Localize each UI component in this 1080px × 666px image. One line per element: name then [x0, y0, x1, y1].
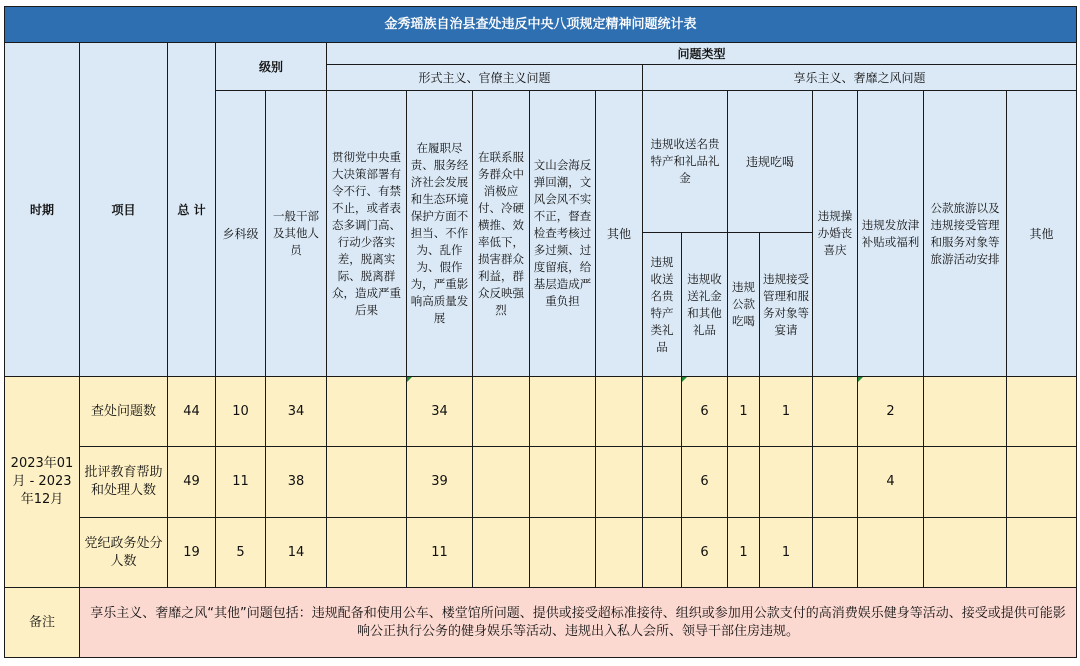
- cell-township: 5: [216, 518, 266, 588]
- period-header: 时期: [5, 43, 80, 377]
- table-row: [5, 518, 1077, 588]
- wedding-header: 违规操办婚丧喜庆: [813, 91, 858, 377]
- statistics-table: [4, 6, 1077, 658]
- level-township-header: 乡科级: [216, 91, 266, 377]
- hedonism-group-header: 享乐主义、奢靡之风问题: [643, 65, 1077, 91]
- cell-township: 10: [216, 377, 266, 447]
- cell-gifts-b: 6: [682, 377, 728, 447]
- cell-wedding: [813, 447, 858, 518]
- cell-other: [1007, 447, 1077, 518]
- cell-dining-a: 1: [728, 377, 760, 447]
- cell-dining-a: 1: [728, 518, 760, 588]
- formalism-col-4-header: 文山会海反弹回潮，文风会风不实不正，督查检查考核过多过频、过度留痕，给基层造成严重负担: [530, 91, 596, 377]
- cell-dining-a: [728, 447, 760, 518]
- gifts-header: 违规收送名贵特产和礼品礼金: [643, 91, 728, 233]
- note-row: [5, 588, 1077, 658]
- cell-f2: 39: [407, 447, 473, 518]
- cell-f3: [473, 377, 530, 447]
- cell-total: 19: [168, 518, 216, 588]
- cell-township: 11: [216, 447, 266, 518]
- cell-gifts-b: 6: [682, 518, 728, 588]
- cell-travel: [924, 518, 1007, 588]
- cell-f5: [596, 447, 643, 518]
- row-label: 批评教育帮助和处理人数: [80, 447, 168, 518]
- row-label: 党纪政务处分人数: [80, 518, 168, 588]
- formalism-group-header: 形式主义、官僚主义问题: [327, 65, 643, 91]
- cell-subsidy: [858, 518, 924, 588]
- note-text: 享乐主义、奢靡之风“其他”问题包括：违规配备和使用公车、楼堂馆所问题、提供或接受超标准接待、组织或参加用公款支付的高消费娱乐健身等活动、接受或提供可能影响公正执行公务的健身娱乐等活动、违规出入私人会所、领导干部住房违规。: [80, 588, 1077, 658]
- cell-f2: 11: [407, 518, 473, 588]
- dining-public-funds-header: 违规公款吃喝: [728, 233, 760, 377]
- cell-travel: [924, 447, 1007, 518]
- cell-gifts-a: [643, 447, 682, 518]
- travel-header: 公款旅游以及违规接受管理和服务对象等旅游活动安排: [924, 91, 1007, 377]
- subsidy-header: 违规发放津补贴或福利: [858, 91, 924, 377]
- row-label: 查处问题数: [80, 377, 168, 447]
- formalism-col-1-header: 贯彻党中央重大决策部署有令不行、有禁不止，或者表态多调门高、行动少落实差，脱离实际、脱离群众，造成严重后果: [327, 91, 407, 377]
- cell-total: 44: [168, 377, 216, 447]
- cell-general: 34: [266, 377, 327, 447]
- cell-travel: [924, 377, 1007, 447]
- cell-f3: [473, 447, 530, 518]
- cell-gifts-a: [643, 377, 682, 447]
- level-header: 级别: [216, 43, 327, 91]
- cell-subsidy: 4: [858, 447, 924, 518]
- cell-wedding: [813, 518, 858, 588]
- table-title: 金秀瑶族自治县查处违反中央八项规定精神问题统计表: [5, 7, 1077, 43]
- hedonism-other-header: 其他: [1007, 91, 1077, 377]
- cell-gifts-a: [643, 518, 682, 588]
- cell-gifts-b: 6: [682, 447, 728, 518]
- formalism-other-header: 其他: [596, 91, 643, 377]
- problem-type-header: 问题类型: [327, 43, 1077, 65]
- formalism-col-2-header: 在履职尽责、服务经济社会发展和生态环境保护方面不担当、不作为、乱作为、假作为，严重影响高质量发展: [407, 91, 473, 377]
- cell-dining-b: 1: [760, 518, 813, 588]
- formalism-col-3-header: 在联系服务群众中消极应付、冷硬横推、效率低下，损害群众利益，群众反映强烈: [473, 91, 530, 377]
- table-row: [5, 377, 1077, 447]
- cell-f3: [473, 518, 530, 588]
- gifts-money-header: 违规收送礼金和其他礼品: [682, 233, 728, 377]
- cell-f1: [327, 377, 407, 447]
- gifts-specialty-header: 违规收送名贵特产类礼品: [643, 233, 682, 377]
- cell-wedding: [813, 377, 858, 447]
- cell-general: 14: [266, 518, 327, 588]
- table-row: [5, 447, 1077, 518]
- cell-f5: [596, 518, 643, 588]
- dining-banquet-header: 违规接受管理和服务对象等宴请: [760, 233, 813, 377]
- cell-general: 38: [266, 447, 327, 518]
- cell-f4: [530, 377, 596, 447]
- cell-total: 49: [168, 447, 216, 518]
- cell-f4: [530, 518, 596, 588]
- total-header: 总 计: [168, 43, 216, 377]
- note-label: 备注: [5, 588, 80, 658]
- cell-other: [1007, 518, 1077, 588]
- cell-f4: [530, 447, 596, 518]
- cell-f2: 34: [407, 377, 473, 447]
- dining-header: 违规吃喝: [728, 91, 813, 233]
- cell-f1: [327, 518, 407, 588]
- cell-dining-b: [760, 447, 813, 518]
- cell-subsidy: 2: [858, 377, 924, 447]
- period-value: 2023年01月 - 2023年12月: [5, 377, 80, 588]
- item-header: 项目: [80, 43, 168, 377]
- cell-dining-b: 1: [760, 377, 813, 447]
- cell-f1: [327, 447, 407, 518]
- cell-other: [1007, 377, 1077, 447]
- cell-f5: [596, 377, 643, 447]
- level-general-header: 一般干部及其他人员: [266, 91, 327, 377]
